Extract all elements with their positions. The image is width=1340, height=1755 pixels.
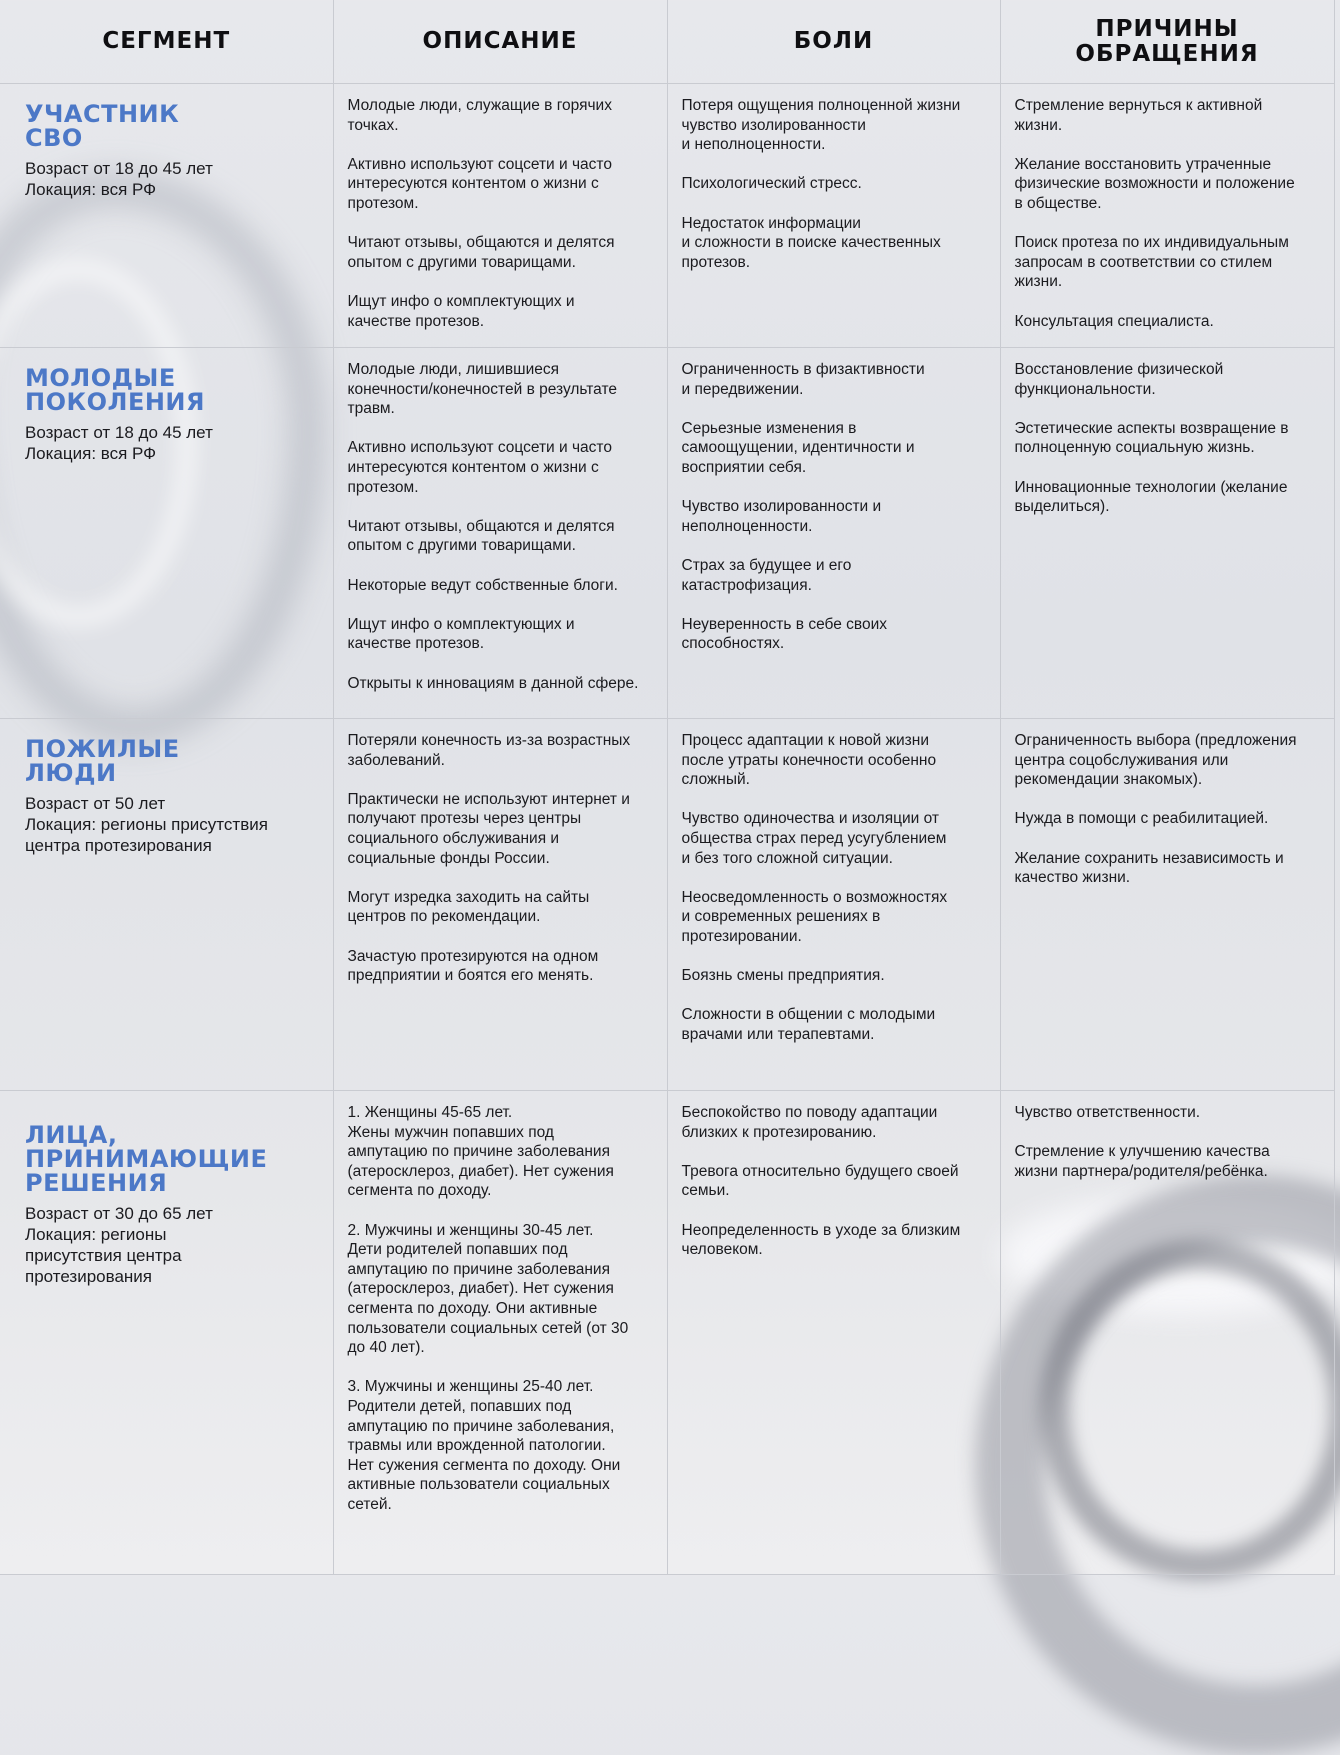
description-paragraph: Читают отзывы, общаются и делятся опытом с другими товарищами. [347,517,615,555]
reason-paragraph: Стремление вернуться к активной жизни. [1014,97,1263,134]
description-paragraph: 1. Женщины 45-65 лет. Жены мужчин попавших под ампутацию по причине заболевания (атеросклероз, диабет). Нет сужения сегмента по доходу. [347,1104,614,1200]
description-paragraph: Могут изредка заходить на сайты центров по рекомендации. [347,888,590,926]
segment-cell [0,84,333,348]
reasons-cell [1000,84,1334,348]
reason-paragraph: Стремление к улучшению качества жизни партнера/родителя/ребёнка. [1014,1143,1270,1180]
reasons-cell [1000,348,1334,719]
reason-paragraph: Эстетические аспекты возвращение в полноценную социальную жизнь. [1014,419,1289,457]
pain-paragraph: Страх за будущее и его катастрофизация. [681,556,852,594]
description-paragraph: Зачастую протезируются на одном предприятии и боятся его менять. [347,947,599,985]
pains-cell [667,719,1000,1091]
table-row [0,84,1334,348]
description-paragraph: Ищут инфо о комплектующих и качестве протезов. [347,292,575,330]
description-paragraph: Открыты к инновациям в данной сфере. [347,674,639,692]
segment-age: Возраст от 18 до 45 лет [25,159,213,178]
reason-paragraph: Восстановление физической функциональности. [1014,361,1224,398]
table-row [0,1091,1334,1575]
pains-cell [667,1091,1000,1575]
description-cell [333,1091,667,1575]
pain-paragraph: Тревога относительно будущего своей семьи. [681,1162,959,1200]
reason-paragraph: Желание сохранить независимость и качество жизни. [1014,849,1284,887]
reason-paragraph: Желание восстановить утраченные физические возможности и положение в обществе. [1014,155,1295,212]
pain-paragraph: Чувство изолированности и неполноценности. [681,498,882,535]
pain-paragraph: Сложности в общении с молодыми врачами или терапевтами. [681,1006,936,1043]
segment-location: Локация: регионы присутствия центра протезирования [25,1225,182,1286]
description-paragraph: 3. Мужчины и женщины 25-40 лет. Родители детей, попавших под ампутацию по причине заболевания, травмы или врожденной патологии. Нет сужения сегмента по доходу. Они активные пользователи социальных сетей. [347,1378,621,1513]
pain-paragraph: Чувство одиночества и изоляции от общества страх перед усугублением и без того сложной ситуации. [681,810,947,867]
description-paragraph: Активно используют соцсети и часто интересуются контентом о жизни с протезом. [347,155,612,212]
table-header-row [0,0,1334,84]
segment-title: УЧАСТНИК СВО [25,100,180,152]
header-pains: БОЛИ [667,0,1000,84]
description-paragraph: 2. Мужчины и женщины 30-45 лет. Дети родителей попавших под ампутацию по причине заболевания (атеросклероз, диабет). Нет сужения сегмента по доходу. Они активные пользователи социальных сетей (от 30 до 40 лет). [347,1221,629,1357]
reasons-cell [1000,1091,1334,1575]
pain-paragraph: Неопределенность в уходе за близким человеком. [681,1221,961,1259]
reason-paragraph: Ограниченность выбора (предложения центра соцобслуживания или рекомендации знакомых). [1014,732,1297,789]
header-description: ОПИСАНИЕ [333,0,667,84]
header-segment: СЕГМЕНТ [0,0,333,84]
description-paragraph: Потеряли конечность из-за возрастных заболеваний. [347,732,631,769]
header-reasons: ПРИЧИНЫ ОБРАЩЕНИЯ [1000,0,1334,84]
segment-title: МОЛОДЫЕ ПОКОЛЕНИЯ [25,364,205,416]
segment-title: ПОЖИЛЫЕ ЛЮДИ [25,735,180,787]
pain-paragraph: Ограниченность в физактивности и передвижении. [681,361,925,398]
pains-cell [667,84,1000,348]
pain-paragraph: Процесс адаптации к новой жизни после утраты конечности особенно сложный. [681,732,937,789]
pain-paragraph: Боязнь смены предприятия. [681,967,885,985]
segment-location: Локация: вся РФ [25,444,157,463]
segment-title: ЛИЦА, ПРИНИМАЮЩИЕ РЕШЕНИЯ [25,1121,268,1197]
description-paragraph: Молодые люди, лишившиеся конечности/конечностей в результате травм. [347,361,618,418]
description-paragraph: Практически не используют интернет и получают протезы через центры социального обслуживания и социальные фонды России. [347,790,630,867]
segment-location: Локация: вся РФ [25,180,157,199]
description-cell [333,348,667,719]
segment-cell [0,348,333,719]
pain-paragraph: Недостаток информации и сложности в поиске качественных протезов. [681,214,941,271]
reason-paragraph: Нужда в помощи с реабилитацией. [1014,810,1269,828]
segment-age: Возраст от 50 лет [25,794,166,813]
segment-age: Возраст от 30 до 65 лет [25,1204,213,1223]
segment-cell [0,1091,333,1575]
pain-paragraph: Беспокойство по поводу адаптации близких к протезированию. [681,1104,938,1141]
pain-paragraph: Неосведомленность о возможностях и современных решениях в протезировании. [681,888,948,945]
description-paragraph: Ищут инфо о комплектующих и качестве протезов. [347,615,575,653]
pain-paragraph: Серьезные изменения в самоощущении, идентичности и восприятии себя. [681,419,915,476]
pain-paragraph: Потеря ощущения полноценной жизни чувство изолированности и неполноценности. [681,97,961,154]
pain-paragraph: Неуверенность в себе своих способностях. [681,615,887,653]
description-paragraph: Читают отзывы, общаются и делятся опытом с другими товарищами. [347,234,615,271]
segment-age: Возраст от 18 до 45 лет [25,423,213,442]
reason-paragraph: Поиск протеза по их индивидуальным запросам в соответствии со стилем жизни. [1014,234,1289,291]
description-paragraph: Молодые люди, служащие в горячих точках. [347,97,612,134]
table-row [0,348,1334,719]
pain-paragraph: Психологический стресс. [681,175,862,193]
reason-paragraph: Инновационные технологии (желание выделиться). [1014,478,1288,516]
description-cell [333,719,667,1091]
reason-paragraph: Консультация специалиста. [1014,312,1214,330]
reason-paragraph: Чувство ответственности. [1014,1104,1201,1121]
segment-location: Локация: регионы присутствия центра протезирования [25,815,268,855]
pains-cell [667,348,1000,719]
reasons-cell [1000,719,1334,1091]
description-paragraph: Некоторые ведут собственные блоги. [347,576,618,594]
segment-cell [0,719,333,1091]
table-row [0,719,1334,1091]
description-cell [333,84,667,348]
description-paragraph: Активно используют соцсети и часто интересуются контентом о жизни с протезом. [347,439,612,496]
